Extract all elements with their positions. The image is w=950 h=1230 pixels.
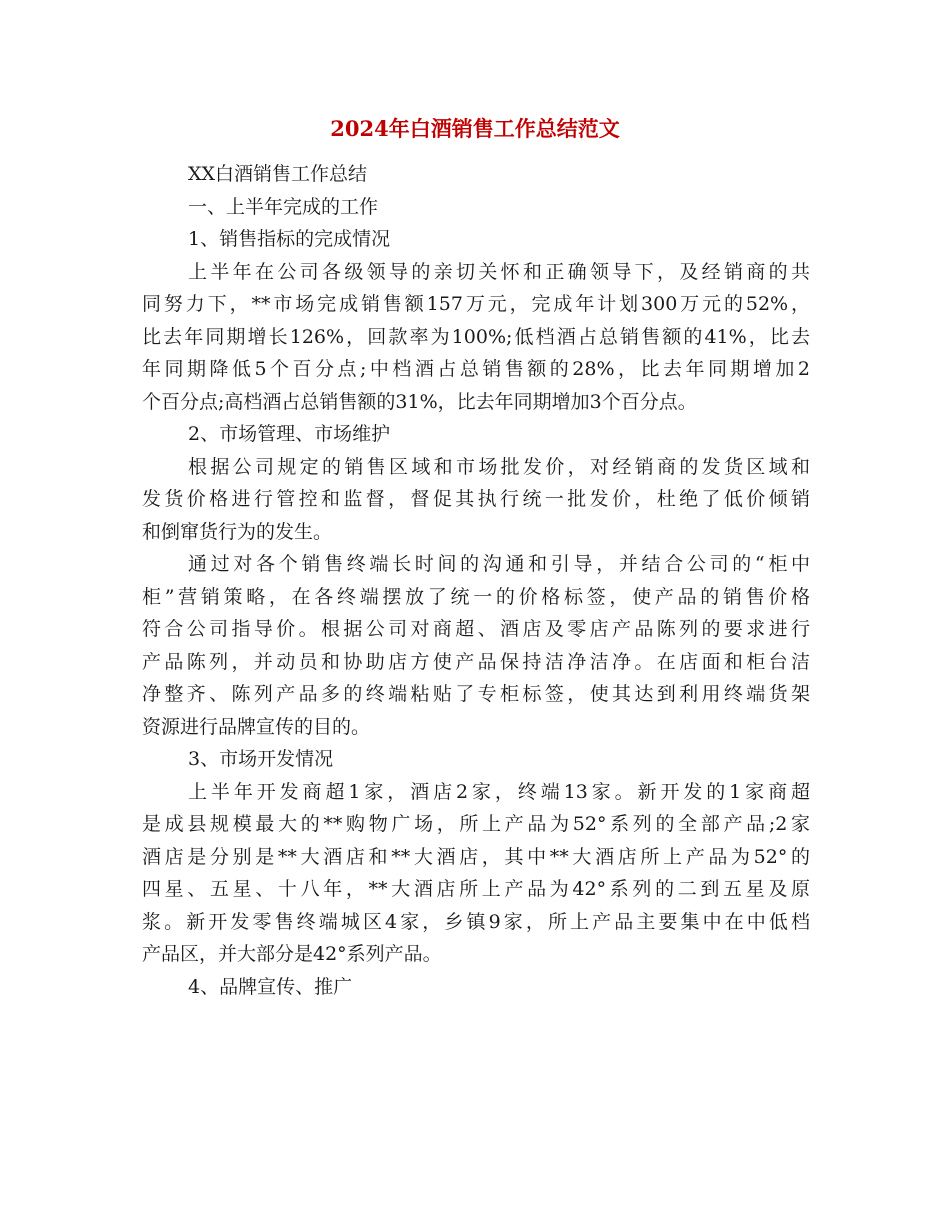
text-line: 产品区，并大部分是42°系列产品。 <box>142 943 442 965</box>
text-line: XX白酒销售工作总结 <box>188 163 368 185</box>
text-line: 是成县规模最大的**购物广场，所上产品为52°系列的全部产品;2家 <box>142 813 810 835</box>
document-title: 2024年白酒销售工作总结范文 <box>330 116 620 141</box>
text-line: 3、市场开发情况 <box>188 748 334 770</box>
text-line: 4、品牌宣传、推广 <box>188 975 353 998</box>
text-line: 根据公司规定的销售区域和市场批发价，对经销商的发货区域和 <box>188 455 810 478</box>
text-line: 年同期降低5个百分点;中档酒占总销售额的28%，比去年同期增加2 <box>142 358 810 380</box>
text-line: 符合公司指导价。根据公司对商超、酒店及零店产品陈列的要求进行 <box>142 618 810 640</box>
text-line: 1、销售指标的完成情况 <box>188 228 391 250</box>
text-line: 净整齐、陈列产品多的终端粘贴了专柜标签，使其达到利用终端货架 <box>142 683 810 705</box>
text-line: 同努力下，**市场完成销售额157万元，完成年计划300万元的52%， <box>142 293 810 315</box>
text-line: 浆。新开发零售终端城区4家，乡镇9家，所上产品主要集中在中低档 <box>142 910 810 933</box>
text-line: 上半年在公司各级领导的亲切关怀和正确领导下，及经销商的共 <box>188 260 810 283</box>
text-line: 上半年开发商超1家，酒店2家，终端13家。新开发的1家商超 <box>188 780 810 803</box>
text-line: 酒店是分别是**大酒店和**大酒店，其中**大酒店所上产品为52°的 <box>142 845 810 868</box>
text-line: 和倒窜货行为的发生。 <box>142 520 333 543</box>
text-line: 四星、五星、十八年，**大酒店所上产品为42°系列的二到五星及原 <box>142 878 810 900</box>
text-line: 通过对各个销售终端长时间的沟通和引导，并结合公司的“柜中 <box>188 553 810 575</box>
text-line: 个百分点;高档酒占总销售额的31%，比去年同期增加3个百分点。 <box>142 390 697 413</box>
text-line: 2、市场管理、市场维护 <box>188 423 391 445</box>
text-line: 发货价格进行管控和监督，督促其执行统一批发价，杜绝了低价倾销 <box>142 488 810 510</box>
text-line: 资源进行品牌宣传的目的。 <box>142 715 371 738</box>
document-body <box>142 158 810 1003</box>
text-line: 一、上半年完成的工作 <box>188 195 379 218</box>
text-line: 柜”营销策略，在各终端摆放了统一的价格标签，使产品的销售价格 <box>142 585 810 608</box>
text-line: 产品陈列，并动员和协助店方使产品保持洁净洁净。在店面和柜台洁 <box>142 650 810 673</box>
text-line: 比去年同期增长126%，回款率为100%;低档酒占总销售额的41%，比去 <box>142 325 810 348</box>
